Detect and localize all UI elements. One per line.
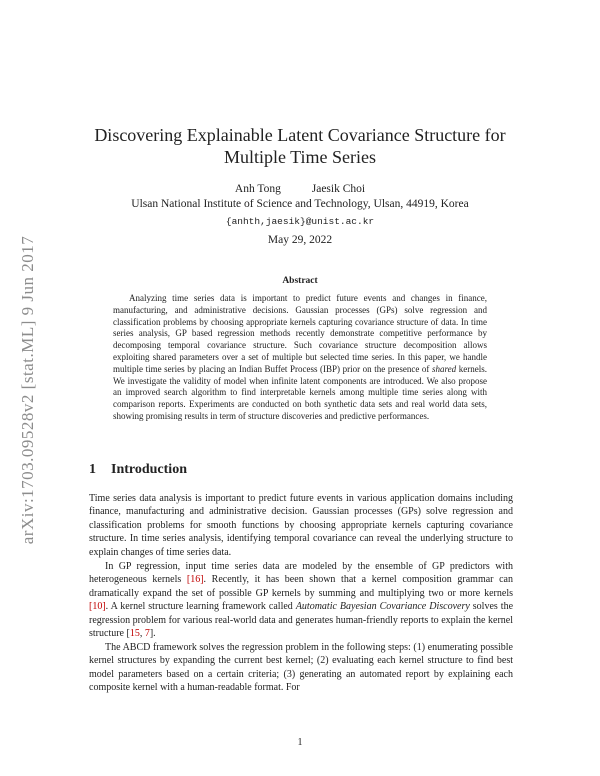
paragraph-emphasis: Automatic Bayesian Covariance Discovery [295,601,470,613]
paragraph-text: , [139,628,145,640]
paper-title [90,124,510,168]
author-name: Jaesik Choi [311,183,366,195]
paragraph-text: In GP regression, input time series data are modeled by the ensemble of GP predictors with heterogeneous kernels [89,561,513,586]
author-affiliation: Ulsan National Institute of Science and Technology, Ulsan, 44919, Korea [131,198,469,210]
citation-link[interactable]: [16] [186,574,204,586]
arxiv-stamp [8,210,48,570]
paragraph-text: ]. [149,628,156,640]
paper-date: May 29, 2022 [267,234,333,246]
intro-paragraph-1: Time series data analysis is important to predict future events in various application domains including finance, manufacturing and administrative decision. Gaussian processes (GPs) solve regression and classification problems for smooth functions by choosing appropriate kernels capturing covariance structure. In time series analysis, identifying temporal covariance can reveal the underlying structure to explain changes of time series data. [89,493,513,558]
intro-paragraph-3: The ABCD framework solves the regression problem in the following steps: (1) enumerating possible kernel structures by expanding the current best kernel; (2) evaluating each kernel structure to find best model parameters based on a certain criteria; (3) generating an automated report by explaining each composite kernel with a human-readable format. For [89,642,513,694]
author-name: Anh Tong [234,183,281,195]
citation-link[interactable]: [10] [89,601,106,613]
abstract-emphasis: shared [431,363,457,374]
title-line-2: Multiple Time Series [223,147,376,167]
arxiv-stamp-text: arXiv:1703.09528v2 [stat.ML] 9 Jun 2017 [18,235,37,545]
section-title: Introduction [111,462,187,477]
paragraph-text: . Recently, it has been shown that a kernel composition grammar can dramatically expand the set of possible GP kernels by summing and multiplying two or more kernels [89,574,513,599]
intro-paragraph-2 [89,560,513,640]
citation-link[interactable]: 15 [129,628,140,640]
paragraph-text: solves the regression problem for various real-world data and generates human-friendly reports to explain the kernel structure [ [89,601,514,640]
page-number: 1 [297,737,303,748]
author-block [90,182,510,229]
paragraph-text: . A kernel structure learning framework called [105,601,296,613]
abstract-text-part: Analyzing time series data is important to predict future events and changes in finance, manufacturing, and administrative decisions. Gaussian processes (GPs) solve regression and classification problems by choosing appropriate kernels capturing covariance structure of data. In time series analysis, GP based regression methods recently demonstrate competitive performance by decomposing temporal covariance structure. Such covariance structure decomposition allows exploiting shared parameters over a set of multiple but selected time series. In this paper, we handle multiple time series by placing an Indian Buffet Process (IBP) prior on the presence of [113,293,487,374]
citation-link[interactable]: 7 [144,628,150,640]
section-heading [89,462,187,478]
abstract-text-part: kernels. We investigate the validity of model when infinite latent components are introduced. We also propose an improved search algorithm to find interpretable kernels among multiple time series along with comparison reports. Experiments are conducted on both synthetic data sets and real world data sets, showing promising results in term of structure discoveries and predictive performances. [113,363,487,421]
title-line-1: Discovering Explainable Latent Covariance Structure for [94,125,506,145]
author-names [90,182,510,197]
section-number: 1 [89,462,96,477]
abstract-heading: Abstract [282,276,318,286]
abstract-text [113,293,487,423]
author-email: {anhth,jaesik}@unist.ac.kr [225,216,375,227]
